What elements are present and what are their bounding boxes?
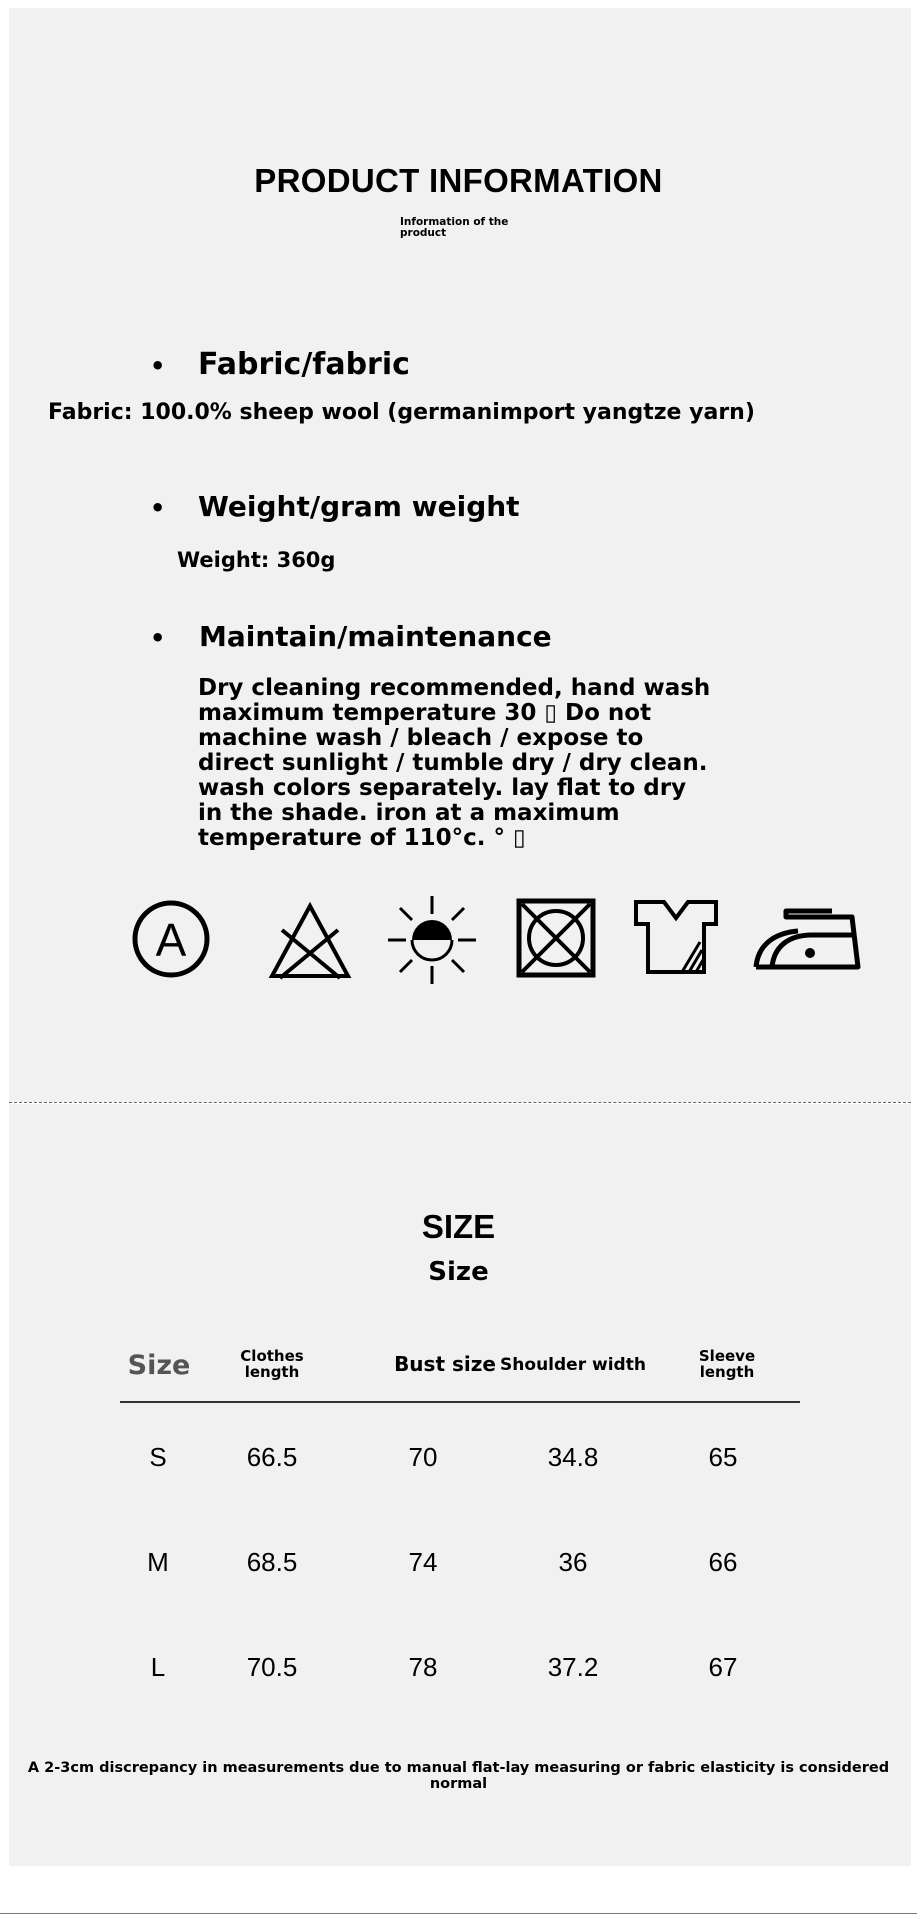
header-shoulder: Shoulder width [500,1355,646,1375]
table-cell-clothes-length: 68.5 [246,1547,298,1577]
no-sun-icon [384,892,480,988]
table-cell-clothes-length: 66.5 [246,1442,298,1472]
no-tumble-dry-icon [516,898,596,978]
table-cell-size: S [149,1442,167,1472]
fabric-text: Fabric: 100.0% sheep wool (germanimport yangtze yarn) [48,400,755,425]
page-title: PRODUCT INFORMATION [254,162,663,199]
dry-clean-A-icon [130,898,212,980]
table-cell-size: L [150,1652,166,1682]
table-cell-sleeve: 66 [708,1547,738,1577]
table-cell-bust: 78 [408,1652,438,1682]
maintenance-heading: Maintain/maintenance [199,620,552,653]
table-cell-size: M [147,1547,169,1577]
weight-text: Weight: 360g [177,548,336,572]
bullet-maintenance: • [150,624,166,652]
table-cell-bust: 74 [408,1547,438,1577]
header-clothes-length: Clothes length [240,1347,304,1381]
measurement-note: A 2-3cm discrepancy in measurements due to manual flat-lay measuring or fabric elasticity is considered normal [27,1760,890,1792]
header-size: Size [127,1350,191,1381]
bullet-weight: • [150,494,166,522]
flat-dry-shirt-icon [632,898,720,976]
weight-heading: Weight/gram weight [198,490,520,523]
size-subtitle: Size [428,1257,489,1287]
no-bleach-icon [268,900,352,980]
table-header-rule [120,1401,800,1403]
page-subtitle: Information of the product [400,216,509,239]
table-cell-bust: 70 [408,1442,438,1472]
header-bust: Bust size [394,1352,496,1376]
table-cell-sleeve: 67 [708,1652,738,1682]
table-cell-sleeve: 65 [708,1442,738,1472]
section-divider [9,1102,911,1103]
table-cell-shoulder: 34.8 [547,1442,599,1472]
header-sleeve-length: Sleeve length [698,1347,756,1381]
table-cell-shoulder: 37.2 [547,1652,599,1682]
maintenance-text: Dry cleaning recommended, hand wash maximum temperature 30 ▯ Do not machine wash / bleach / expose to direct sunlight / tumble dry / dry clean. wash colors separately. lay flat to dry in the shade. iron at a maximum temperature of 110°c. ° ▯ [198,675,711,851]
bullet-fabric: • [150,352,166,380]
size-title: SIZE [421,1208,496,1245]
table-cell-shoulder: 36 [558,1547,588,1577]
svg-text:A: A [155,914,187,966]
fabric-heading: Fabric/fabric [198,347,410,382]
table-cell-clothes-length: 70.5 [246,1652,298,1682]
bottom-rule [0,1913,917,1914]
iron-low-icon [752,905,862,971]
